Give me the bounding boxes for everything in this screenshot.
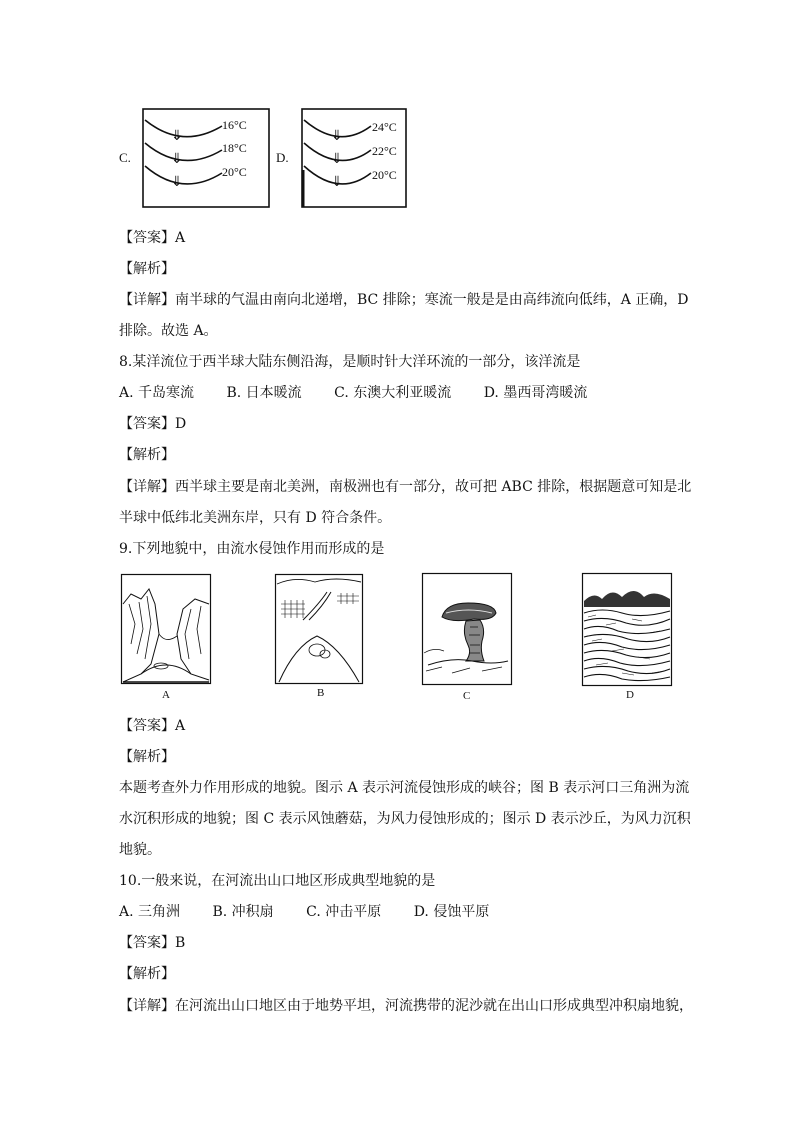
q10-option-c[interactable]: C. 冲击平原 bbox=[306, 904, 382, 920]
landform-figure-b-delta[interactable] bbox=[275, 574, 363, 684]
q8-options bbox=[119, 383, 587, 403]
q10-detail-line-1: 【详解】在河流出山口地区由于地势平坦，河流携带的泥沙就在出山口形成典型冲积扇地貌， bbox=[119, 998, 693, 1014]
landform-figure-d-sand-dunes[interactable] bbox=[582, 573, 672, 686]
landform-figure-c-mushroom-rock[interactable] bbox=[422, 573, 512, 685]
isotherm-c-label-1: 16°C bbox=[222, 118, 247, 132]
q8-option-b[interactable]: B. 日本暖流 bbox=[226, 385, 302, 401]
q8-analysis-heading: 【解析】 bbox=[119, 447, 175, 463]
q9-detail-line-2: 水沉积形成的地貌；图 C 表示风蚀蘑菇，为风力侵蚀形成的；图示 D 表示沙丘，为风力沉积 bbox=[119, 811, 691, 827]
q10-question: 10.一般来说，在河流出山口地区形成典型地貌的是 bbox=[119, 873, 436, 889]
option-c-letter: C. bbox=[119, 150, 131, 165]
q8-option-d[interactable]: D. 墨西哥湾暖流 bbox=[483, 385, 588, 401]
arrow-c-2: ⇓ bbox=[171, 152, 183, 167]
q10-answer: 【答案】B bbox=[119, 935, 186, 951]
arrow-d-2: ⇓ bbox=[331, 152, 343, 167]
q10-analysis-heading: 【解析】 bbox=[119, 966, 175, 982]
q10-option-d[interactable]: D. 侵蚀平原 bbox=[413, 904, 490, 920]
q8-option-a[interactable]: A. 千岛寒流 bbox=[119, 385, 195, 401]
q7-analysis-heading: 【解析】 bbox=[119, 261, 175, 277]
q8-detail-line-1: 【详解】西半球主要是南北美洲，南极洲也有一部分，故可把 ABC 排除，根据题意可知是北 bbox=[119, 479, 692, 495]
figure-c-caption: C bbox=[463, 690, 471, 702]
q8-answer: 【答案】D bbox=[119, 416, 187, 432]
option-d-letter: D. bbox=[276, 150, 289, 165]
arrow-d-1: ⇓ bbox=[331, 129, 343, 144]
figure-b-caption: B bbox=[317, 687, 325, 699]
q8-detail-line-2: 半球中低纬北美洲东岸，只有 D 符合条件。 bbox=[119, 510, 392, 526]
arrow-c-1: ⇓ bbox=[171, 129, 183, 144]
figure-a-caption: A bbox=[162, 689, 170, 701]
figure-d-caption: D bbox=[626, 689, 634, 701]
q8-question: 8.某洋流位于西半球大陆东侧沿海，是顺时针大洋环流的一部分，该洋流是 bbox=[119, 354, 581, 370]
isotherm-d-label-3: 20°C bbox=[372, 168, 397, 182]
q9-detail-line-1: 本题考查外力作用形成的地貌。图示 A 表示河流侵蚀形成的峡谷；图 B 表示河口三角洲为流 bbox=[119, 780, 690, 796]
q8-option-c[interactable]: C. 东澳大利亚暖流 bbox=[334, 385, 452, 401]
q7-detail-line-1: 【详解】南半球的气温由南向北递增，BC 排除；寒流一般是是由高纬流向低纬，A 正确，D bbox=[119, 292, 689, 308]
isotherm-diagram-c bbox=[142, 108, 270, 208]
isotherm-c-label-3: 20°C bbox=[222, 165, 247, 179]
q9-detail-line-3: 地貌。 bbox=[119, 842, 161, 858]
q9-answer: 【答案】A bbox=[119, 718, 186, 734]
landform-figure-a-canyon[interactable] bbox=[121, 574, 211, 684]
arrow-d-3: ⇓ bbox=[331, 175, 343, 190]
q10-options bbox=[119, 902, 489, 922]
q10-option-a[interactable]: A. 三角洲 bbox=[119, 904, 181, 920]
q7-answer: 【答案】A bbox=[119, 230, 186, 246]
isotherm-c-label-2: 18°C bbox=[222, 141, 247, 155]
isotherm-d-label-1: 24°C bbox=[372, 120, 397, 134]
arrow-c-3: ⇓ bbox=[171, 175, 183, 190]
q9-question: 9.下列地貌中，由流水侵蚀作用而形成的是 bbox=[119, 541, 385, 557]
q10-option-b[interactable]: B. 冲积扇 bbox=[212, 904, 274, 920]
isotherm-d-label-2: 22°C bbox=[372, 144, 397, 158]
q9-analysis-heading: 【解析】 bbox=[119, 749, 175, 765]
q7-detail-line-2: 排除。故选 A。 bbox=[119, 323, 218, 339]
